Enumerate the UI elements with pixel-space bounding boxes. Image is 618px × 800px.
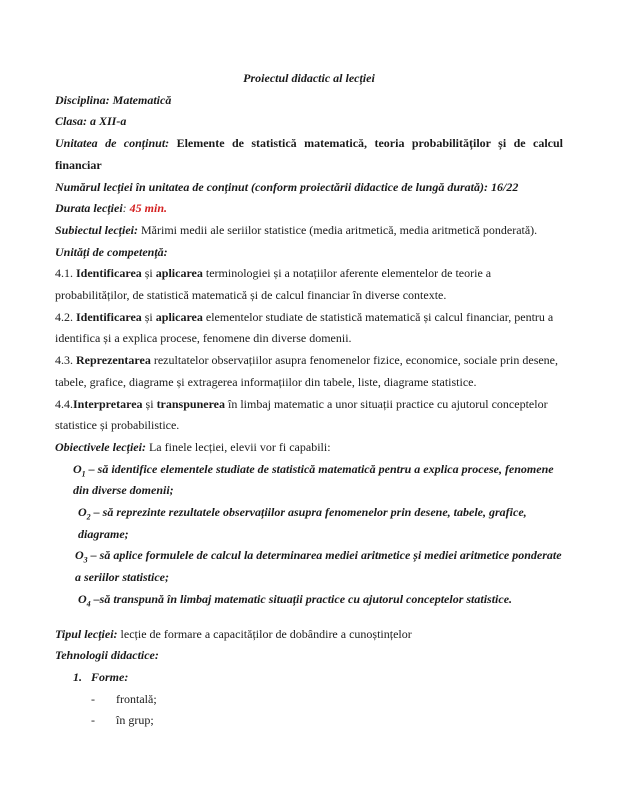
list-item bbox=[55, 710, 563, 732]
competence-bold-2: aplicarea bbox=[155, 266, 203, 281]
unitatea-line bbox=[55, 133, 563, 176]
competence-text-mid: și bbox=[141, 309, 156, 324]
objective-index: 1 bbox=[81, 469, 86, 479]
document-page bbox=[55, 68, 563, 732]
competence-item bbox=[55, 307, 563, 350]
numarul-line: Numărul lecției în unitatea de conținut (conform proiectării didactice de lungă durată): 16/22 bbox=[55, 179, 519, 194]
competence-text-mid: și bbox=[142, 396, 157, 411]
competence-text-mid: și bbox=[141, 266, 156, 281]
dash-marker: - bbox=[91, 713, 95, 728]
obiectivele-line bbox=[55, 437, 563, 459]
durata-sep: : bbox=[122, 201, 130, 216]
document-title: Proiectul didactic al lecției bbox=[243, 71, 375, 85]
objective-letter: O bbox=[73, 461, 82, 476]
forme-heading bbox=[55, 667, 563, 689]
disciplina-line: Disciplina: Matematică bbox=[55, 92, 172, 107]
competence-item bbox=[55, 350, 563, 393]
competence-bold-1: Interpretarea bbox=[73, 396, 143, 411]
objective-item bbox=[55, 459, 563, 502]
durata-line bbox=[55, 198, 563, 220]
competence-bold-2: transpunerea bbox=[156, 396, 226, 411]
competence-bold-1: Identificarea bbox=[76, 309, 142, 324]
competence-number: 4.3. bbox=[55, 353, 76, 368]
tipul-label: Tipul lecției: bbox=[55, 626, 118, 641]
objective-item bbox=[55, 589, 563, 611]
competence-item bbox=[55, 263, 563, 306]
unitatea-value: Elemente de statistică matematică, teoria probabilităților și de calcul financiar bbox=[55, 136, 563, 172]
objective-item bbox=[55, 545, 563, 588]
objective-letter: O bbox=[75, 548, 84, 563]
forme-label: Forme: bbox=[91, 669, 129, 684]
objective-text: –să transpună în limbaj matematic situații practice cu ajutorul conceptelor statistice. bbox=[90, 591, 513, 606]
obiectivele-label: Obiectivele lecției: bbox=[55, 439, 146, 454]
unitatea-label: Unitatea de conținut: bbox=[55, 136, 170, 151]
subiectul-line bbox=[55, 220, 563, 242]
unitati-heading: Unități de competență: bbox=[55, 244, 168, 259]
list-item-text: frontală; bbox=[116, 691, 157, 706]
competence-text-rest: elementelor studiate de statistică matematică și calcul financiar, pentru a identifica și a explica procese, fenomene din diverse domenii. bbox=[55, 309, 554, 346]
subiectul-label: Subiectul lecției: bbox=[55, 222, 138, 237]
competence-item bbox=[55, 394, 563, 437]
competence-text-mid: rezultatelor observațiilor asupra fenomenelor fizice, economice, sociale prin desene, tabele, grafice, diagrame și extragerea informațiilor din tabele, liste, diagrame statistice. bbox=[55, 353, 559, 389]
objective-text: – să identifice elementele studiate de statistică matematică pentru a explica procese, fenomene din diverse domenii; bbox=[73, 461, 554, 498]
list-item-text: în grup; bbox=[116, 713, 154, 728]
dash-marker: - bbox=[91, 691, 95, 706]
objective-letter: O bbox=[78, 591, 87, 606]
competence-text-rest: terminologiei și a notațiilor aferente elementelor de teorie a probabilităților, de statistică matematică și de calcul financiar în diverse contexte. bbox=[55, 266, 492, 303]
objective-item bbox=[55, 502, 563, 545]
objective-index: 3 bbox=[83, 555, 88, 565]
competence-bold-2: aplicarea bbox=[155, 309, 203, 324]
objective-text: – să aplice formulele de calcul la determinarea mediei aritmetice și mediei aritmetice ponderate a seriilor statistice; bbox=[75, 548, 562, 585]
spacer bbox=[55, 611, 563, 624]
list-item bbox=[55, 689, 563, 711]
tipul-value: lecție de formare a capacităților de dobândire a cunoștințelor bbox=[117, 626, 412, 641]
objective-letter: O bbox=[78, 505, 87, 520]
competence-bold-1: Identificarea bbox=[76, 266, 142, 281]
competence-number: 4.4. bbox=[55, 396, 73, 411]
durata-value: 45 min. bbox=[129, 201, 168, 216]
tehnologii-heading: Tehnologii didactice: bbox=[55, 648, 159, 663]
objective-index: 4 bbox=[86, 599, 91, 609]
competence-text-rest: în limbaj matematic a unor situații practice cu ajutorul conceptelor statistice și probabilistice. bbox=[55, 396, 548, 433]
obiectivele-intro: La finele lecției, elevii vor fi capabili: bbox=[145, 439, 331, 454]
objective-index: 2 bbox=[86, 512, 91, 522]
tipul-line bbox=[55, 624, 563, 646]
competence-bold-1: Reprezentarea bbox=[76, 353, 151, 368]
objective-text: – să reprezinte rezultatele observațiilor asupra fenomenelor prin desene, tabele, grafice, diagrame; bbox=[78, 505, 527, 541]
competence-number: 4.2. bbox=[55, 309, 76, 324]
clasa-line: Clasa: a XII-a bbox=[55, 114, 127, 129]
competence-number: 4.1. bbox=[55, 266, 76, 281]
durata-label: Durata lecției bbox=[55, 201, 123, 216]
forme-number: 1. bbox=[73, 669, 82, 684]
subiectul-value: Mărimi medii ale seriilor statistice (media aritmetică, media aritmetică ponderată). bbox=[138, 222, 538, 237]
